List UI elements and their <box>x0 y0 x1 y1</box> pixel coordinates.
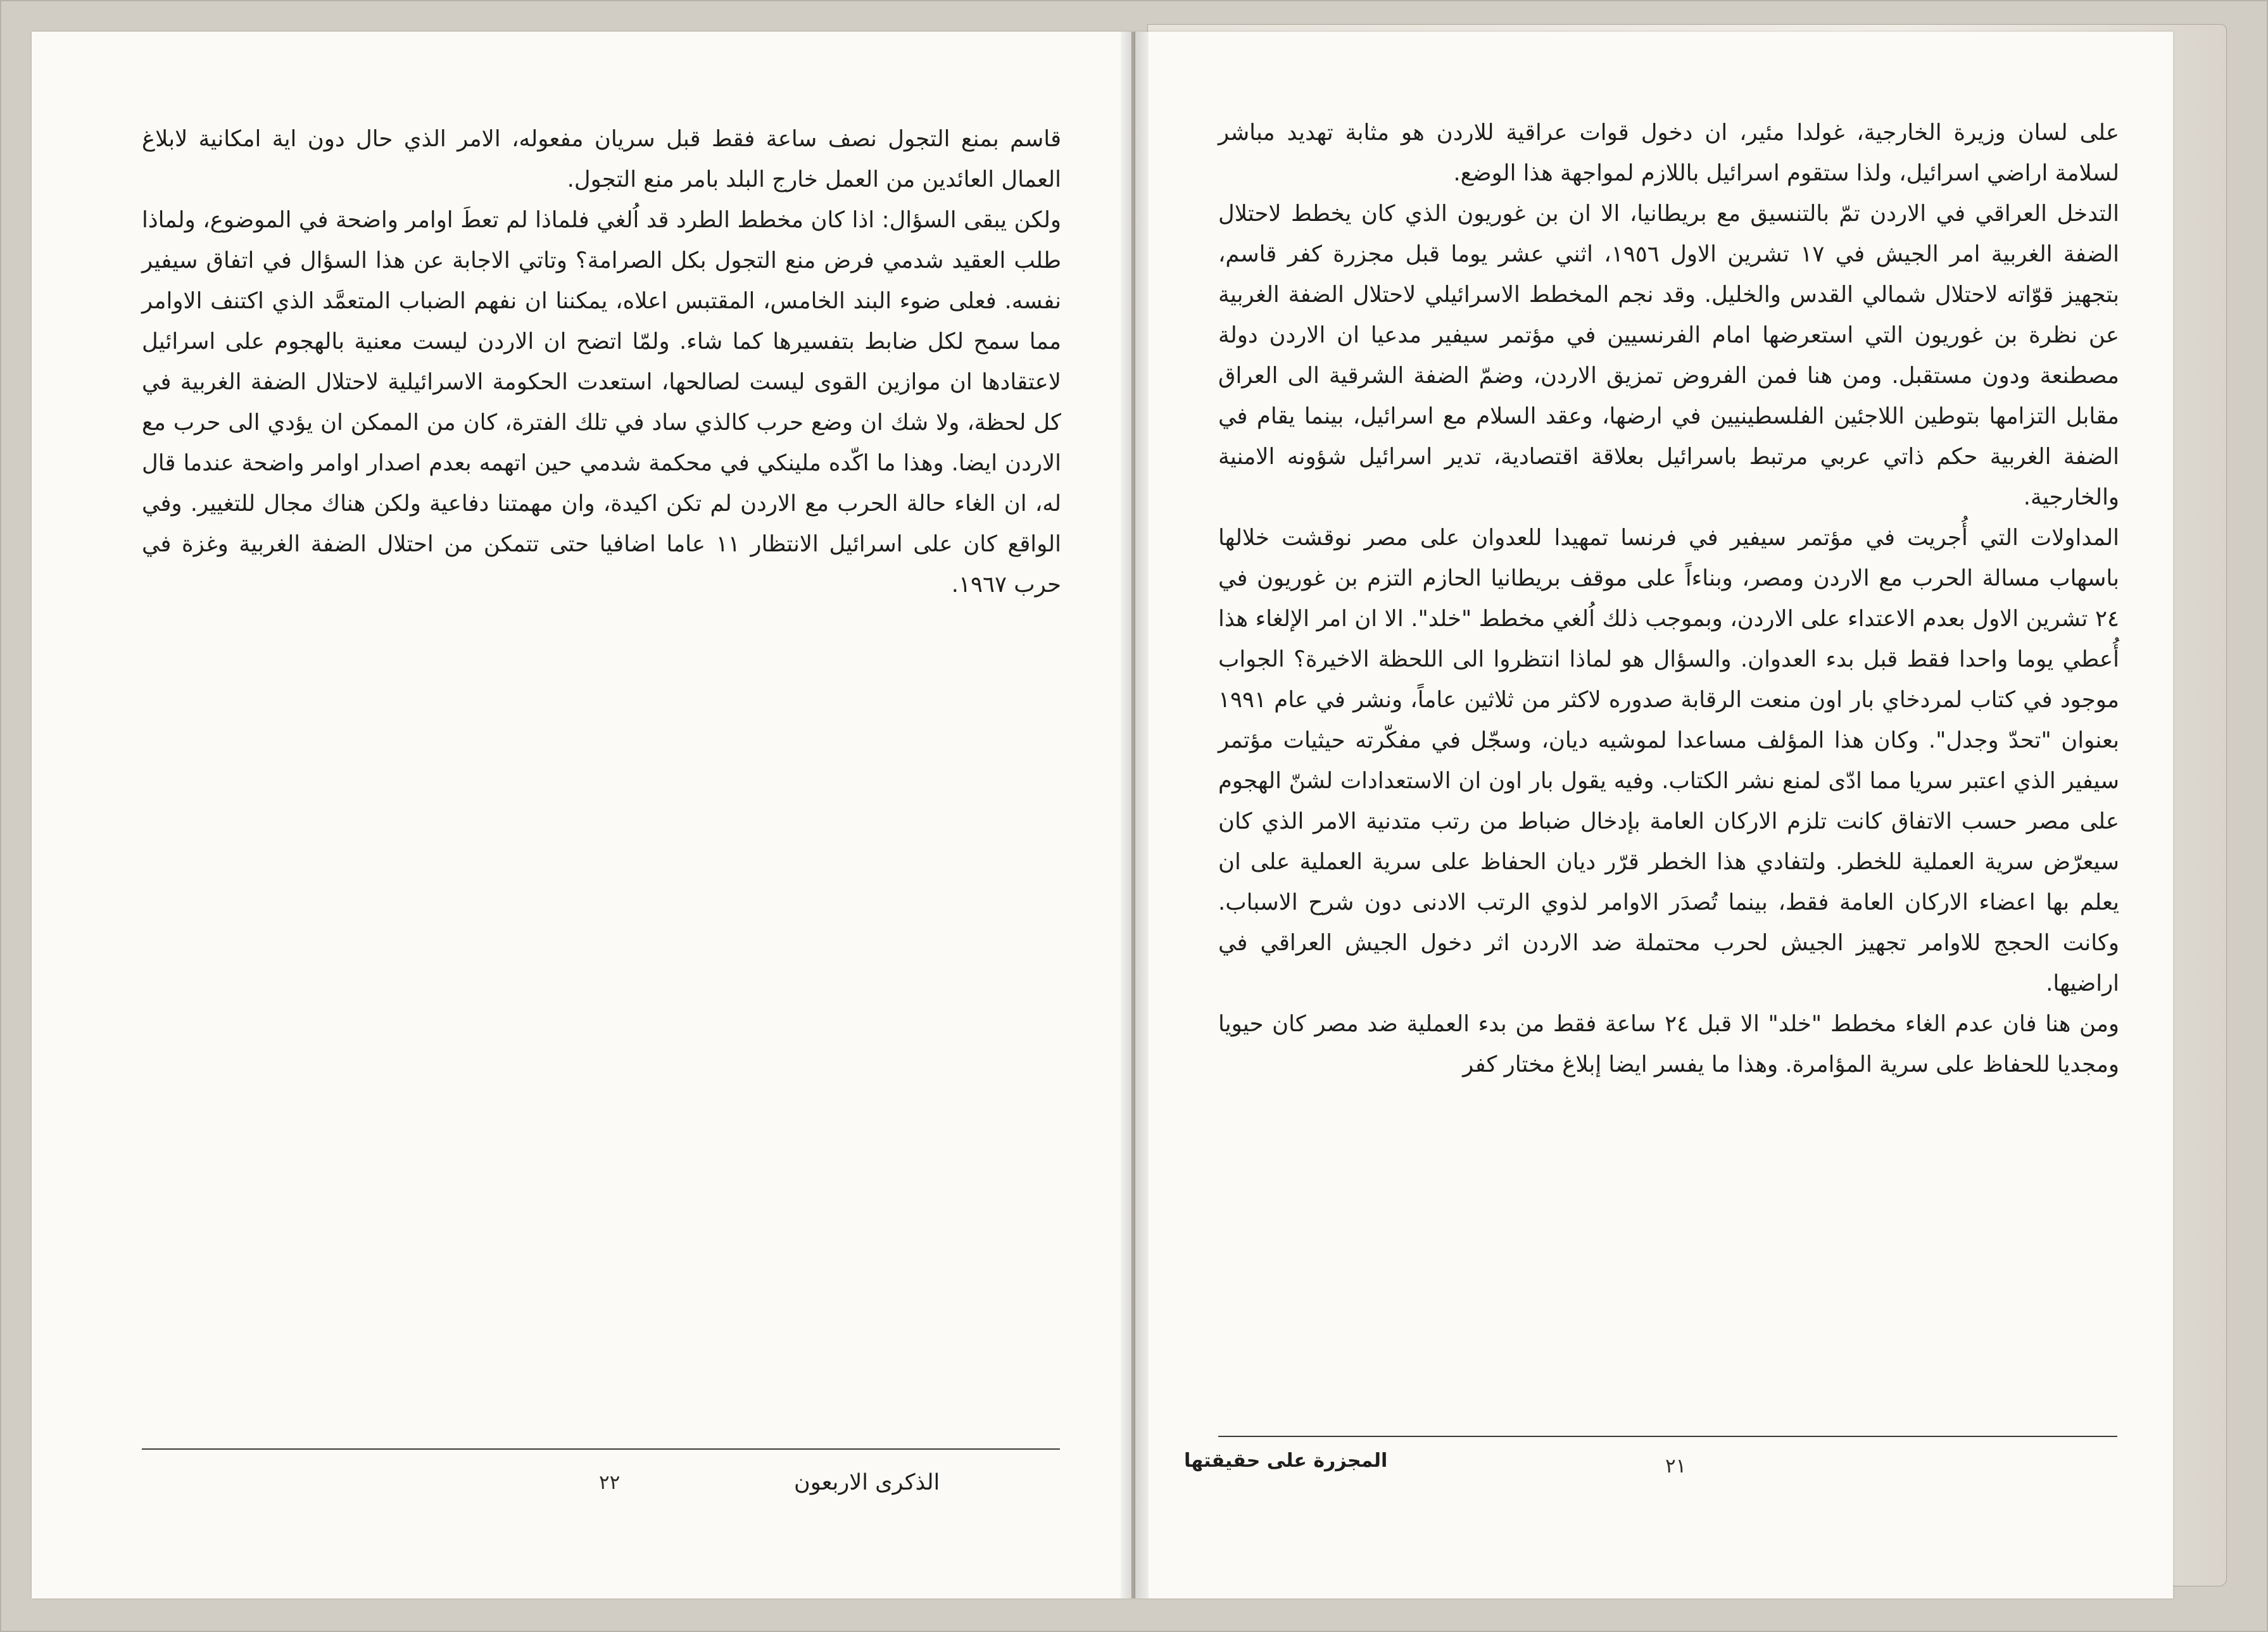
left-page-paragraph: ولكن يبقى السؤال: اذا كان مخطط الطرد قد اُلغي فلماذا لم تعطَ اوامر واضحة في الموضوع، ولماذا طلب العقيد شدمي فرض منع التجول بكل الصرامة؟ وتاتي الاجابة عن هذا السؤال في اتفاق سيفير نفسه. فعلى ضوء البند الخامس، المقتبس اعلاه، يمكننا ان نفهم الضباب المتعمَّد الذي اكتنف الاوامر مما سمح لكل ضابط بتفسيرها كما شاء. ولمّا اتضح ان الاردن ليست معنية بالهجوم على اسرائيل لاعتقادها ان موازين القوى ليست لصالحها، استعدت الحكومة الاسرائيلية لاحتلال الضفة الغربية في كل لحظة، ولا شك ان وضع حرب كالذي ساد في تلك الفترة، كان من الممكن ان يؤدي الى حرب مع الاردن ايضا. وهذا ما اكّده ملينكي في محكمة شدمي حين اتهمه بعدم اصدار اوامر واضحة عندما قال له، ان الغاء حالة الحرب مع الاردن لم تكن اكيدة، وان مهمتنا دفاعية ولكن هناك مجال للتغيير. وفي الواقع كان على اسرائيل الانتظار ١١ عاما اضافيا حتى تتمكن من احتلال الضفة الغربية وغزة في حرب ١٩٦٧. <box>142 207 1061 598</box>
right-page-paragraph: على لسان وزيرة الخارجية، غولدا مئير، ان دخول قوات عراقية للاردن هو مثابة تهديد مباشر لسلامة اراضي اسرائيل، ولذا ستقوم اسرائيل باللازم لمواجهة هذا الوضع. <box>1218 120 2119 186</box>
left-page-footer-rule <box>142 1448 1060 1450</box>
left-page-footer-title: الذكرى الاربعون <box>794 1470 940 1495</box>
right-page-footer-title: المجزرة على حقيقتها <box>1184 1450 1388 1472</box>
right-page-body-text <box>1218 113 2119 1085</box>
left-page-paragraph: قاسم بمنع التجول نصف ساعة فقط قبل سريان مفعوله، الامر الذي حال دون اية امكانية لابلاغ العمال العائدين من العمل خارج البلد بامر منع التجول. <box>142 126 1061 192</box>
book-spine <box>1121 32 1149 1598</box>
right-page-number: ٢١ <box>1665 1455 1687 1478</box>
right-page-paragraph: ومن هنا فان عدم الغاء مخطط "خلد" الا قبل ٢٤ ساعة فقط من بدء العملية ضد مصر كان حيويا ومجديا للحفاظ على سرية المؤامرة. وهذا ما يفسر ايضا إبلاغ مختار كفر <box>1218 1011 2119 1077</box>
right-page-footer-rule <box>1218 1436 2117 1437</box>
right-page-paragraph: المداولات التي أُجريت في مؤتمر سيفير في فرنسا تمهيدا للعدوان على مصر نوقشت خلالها باسهاب مسالة الحرب مع الاردن ومصر، وبناءاً على موقف بريطانيا الحازم التزم بن غوريون في ٢٤ تشرين الاول بعدم الاعتداء على الاردن، وبموجب ذلك اُلغي مخطط "خلد". الا ان امر الإلغاء هذا أُعطي يوما واحدا فقط قبل بدء العدوان. والسؤال هو لماذا انتظروا الى اللحظة الاخيرة؟ الجواب موجود في كتاب لمردخاي بار اون منعت الرقابة صدوره لاكثر من ثلاثين عاماً، ونشر في عام ١٩٩١ بعنوان "تحدّ وجدل". وكان هذا المؤلف مساعدا لموشيه ديان، وسجّل في مفكّرته حيثيات مؤتمر سيفير الذي اعتبر سريا مما ادّى لمنع نشر الكتاب. وفيه يقول بار اون ان الاستعدادات لشنّ الهجوم على مصر حسب الاتفاق كانت تلزم الاركان العامة بإدخال ضباط من رتب متدنية الامر الذي كان سيعرّض سرية العملية للخطر. ولتفادي هذا الخطر قرّر ديان الحفاظ على سرية العملية على ان يعلم بها اعضاء الاركان العامة فقط، بينما تُصدَر الاوامر لذوي الرتب الادنى دون شرح الاسباب. وكانت الحجج للاوامر تجهيز الجيش لحرب محتملة ضد الاردن اثر دخول الجيش العراقي في اراضيها. <box>1218 525 2119 996</box>
left-page-body-text <box>142 119 1061 605</box>
right-page-paragraph: التدخل العراقي في الاردن تمّ بالتنسيق مع بريطانيا، الا ان بن غوريون الذي كان يخطط لاحتلال الضفة الغربية امر الجيش في ١٧ تشرين الاول ١٩٥٦، اثني عشر يوما قبل مجزرة كفر قاسم، بتجهيز قوّاته لاحتلال شمالي القدس والخليل. وقد نجم المخطط الاسرائيلي لاحتلال الضفة الغربية عن نظرة بن غوريون التي استعرضها امام الفرنسيين في مؤتمر سيفير مدعيا ان الاردن دولة مصطنعة ودون مستقبل. ومن هنا فمن الفروض تمزيق الاردن، وضمّ الضفة الشرقية الى العراق مقابل التزامها بتوطين اللاجئين الفلسطينيين في ارضها، وعقد السلام مع اسرائيل، بينما يقام في الضفة الغربية حكم ذاتي عربي مرتبط باسرائيل بعلاقة اقتصادية، تدير اسرائيل شؤونه الامنية والخارجية. <box>1218 201 2120 510</box>
left-page-number: ٢٢ <box>599 1471 621 1494</box>
